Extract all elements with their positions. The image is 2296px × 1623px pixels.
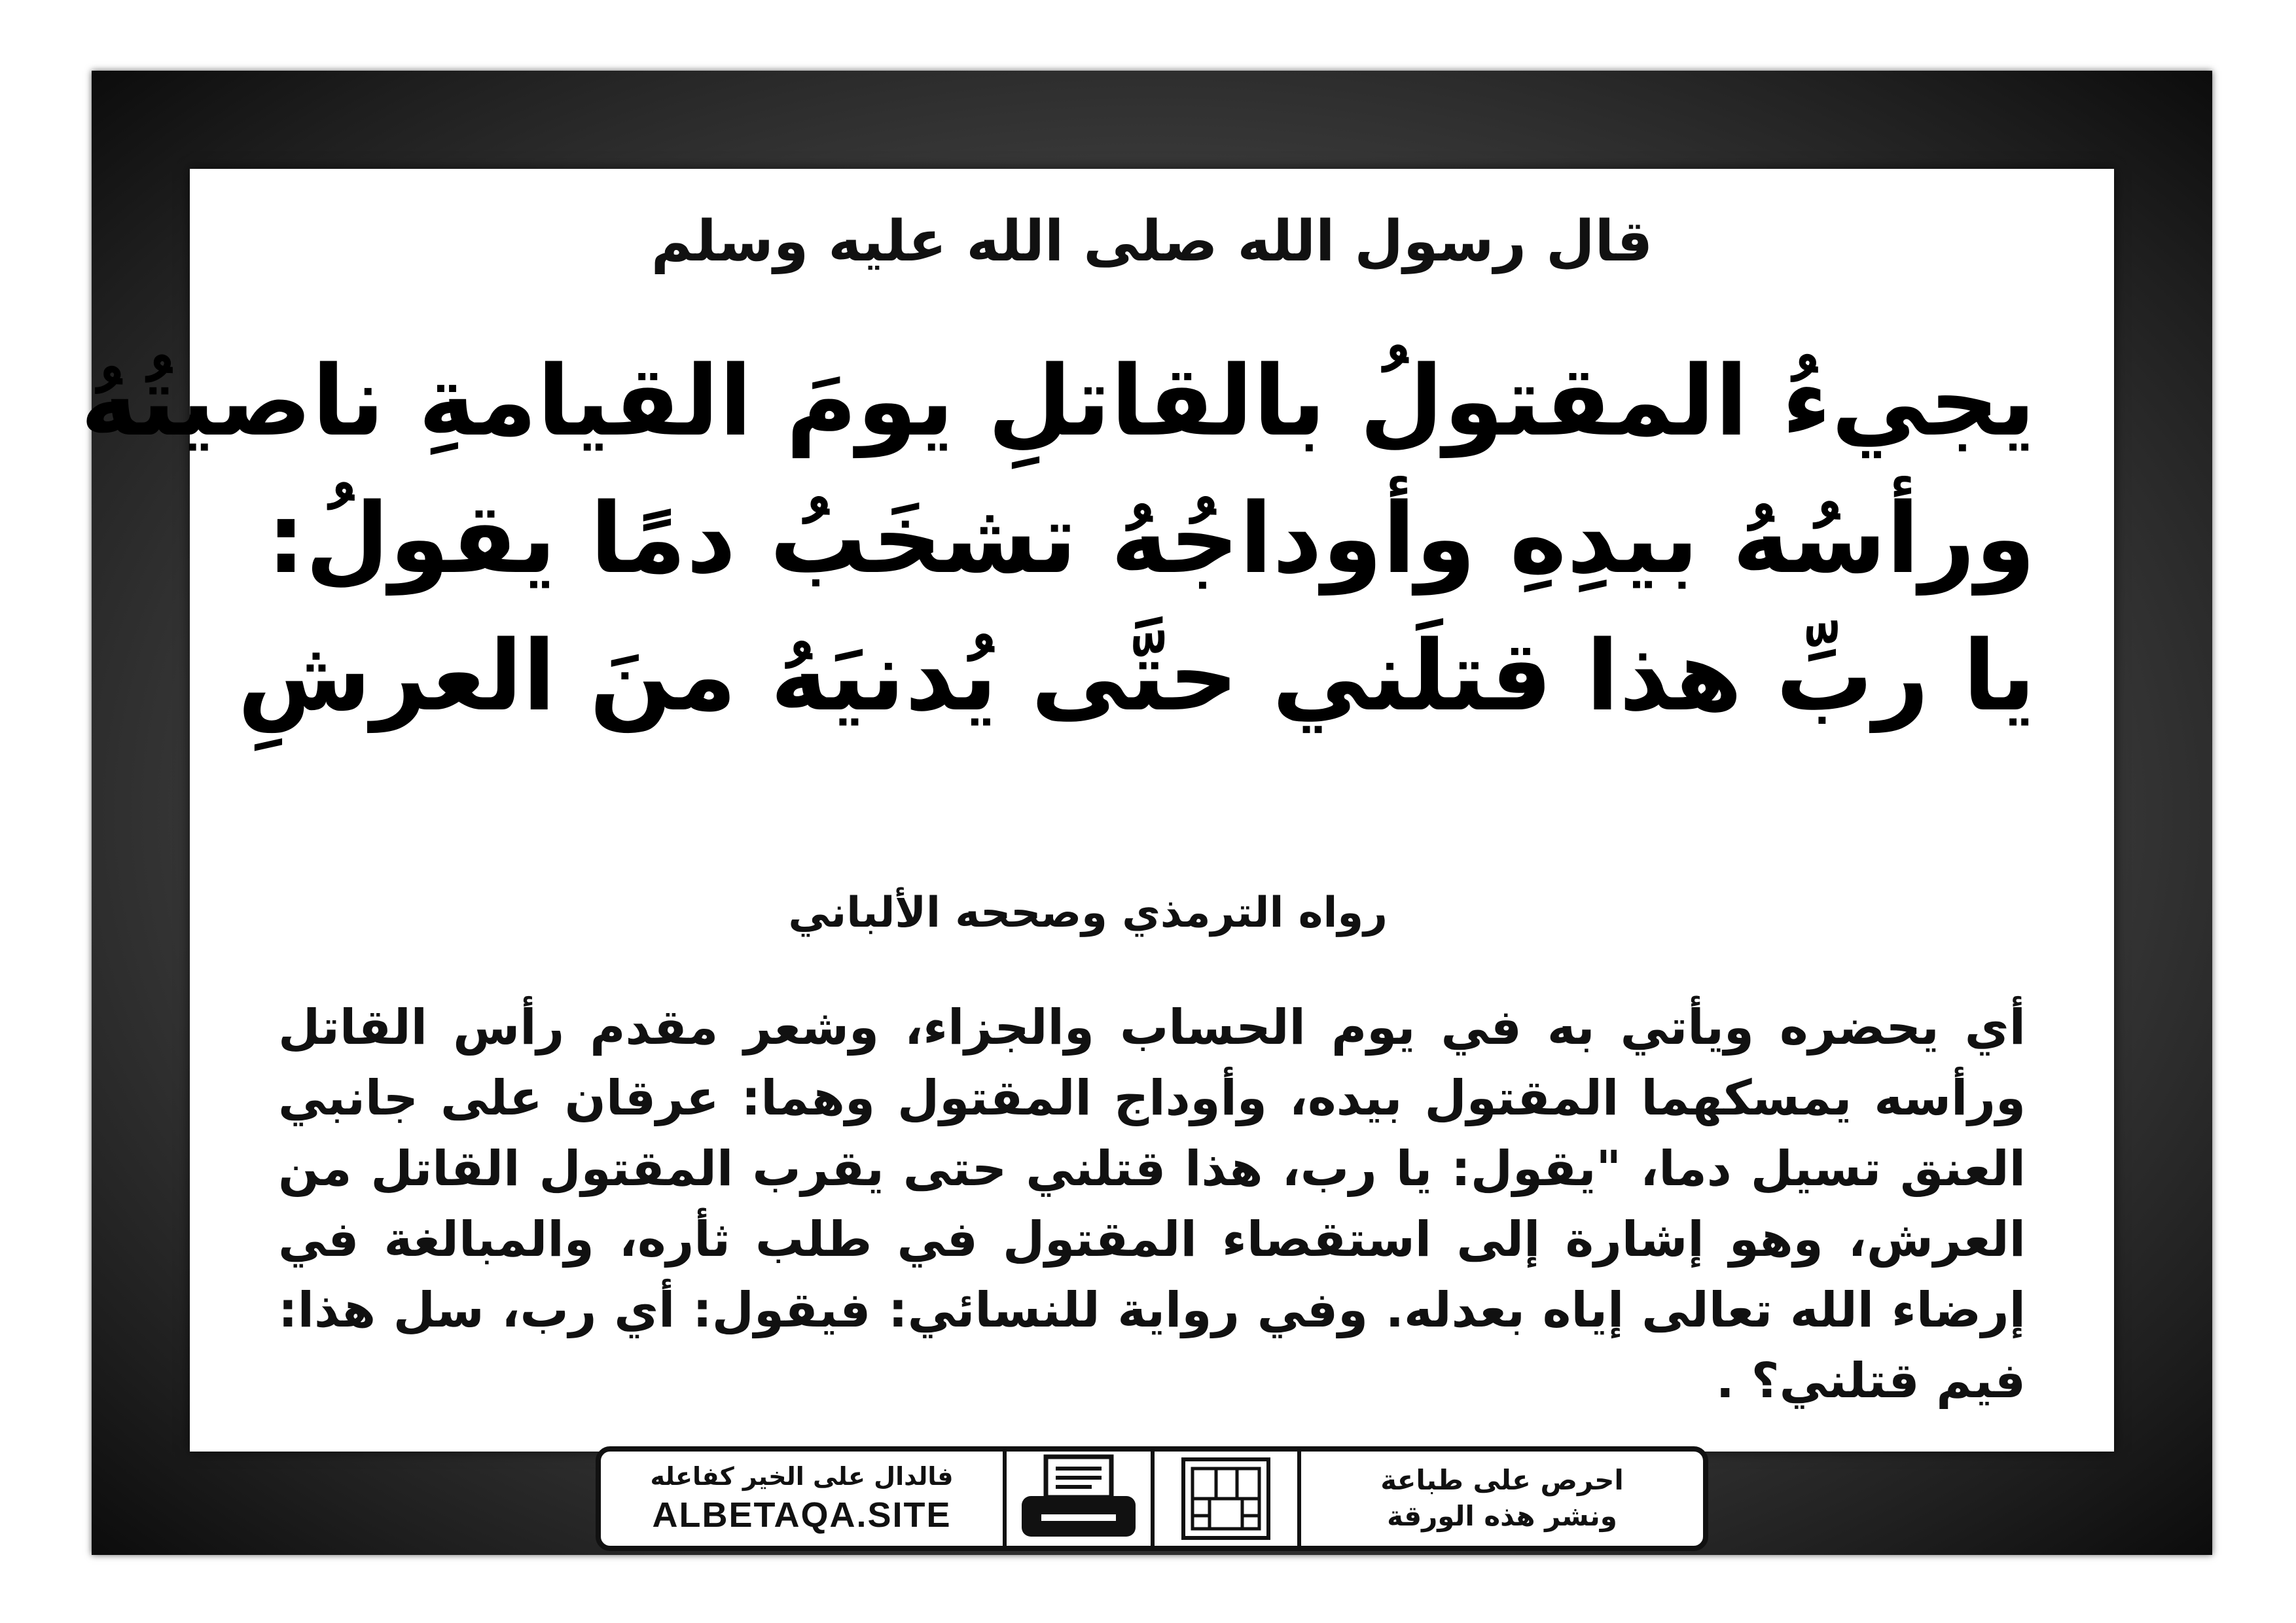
footer-bar: [596, 1446, 1708, 1551]
print-note-line-2: ونشر هذه الورقة: [1387, 1500, 1617, 1532]
site-block: [601, 1452, 1007, 1546]
site-link[interactable]: ALBETAQA.SITE: [652, 1495, 952, 1535]
dawa-logo: [1151, 1452, 1301, 1546]
header-line: قال رسول الله صلى الله عليه وسلم: [651, 209, 1653, 274]
hadith-line-2: ورأسُهُ بيدِهِ وأوداجُهُ تشخَبُ دمًا يقولُ:: [266, 482, 2036, 596]
print-note: [1301, 1452, 1703, 1546]
hadith-line-3: يا ربِّ هذا قتلَني حتَّى يُدنيَهُ منَ العرشِ: [237, 620, 2036, 733]
card-paper: [80, 169, 2114, 1452]
footer-motto: فالدال على الخير كفاعله: [650, 1462, 954, 1491]
print-note-line-1: احرص على طباعة: [1380, 1464, 1624, 1497]
hadith-text: [80, 332, 2036, 745]
hadith-source: رواه الترمذي وصححه الألباني: [788, 889, 1388, 937]
explanation-paragraph: أي يحضره ويأتي به في يوم الحساب والجزاء، وشعر مقدم رأس القاتل ورأسه يمسكهما المقتول بيده، وأوداج المقتول وهما: عرقان على جانبي العنق تسيل دما، "يقول: يا رب، هذا قتلني حتى يقرب المقتول القاتل من العرش، وهو إشارة إلى استقصاء المقتول في طلب ثأره، والمبالغة في إرضاء الله تعالى إياه بعدله. وفي رواية للنسائي: فيقول: أي رب، سل هذا: فيم قتلني؟ .: [278, 999, 2026, 1410]
hadith-line-1: يجيءُ المقتولُ بالقاتلِ يومَ القيامةِ ناصيتُهُ: [80, 345, 2036, 457]
printer-icon: [1007, 1452, 1151, 1546]
